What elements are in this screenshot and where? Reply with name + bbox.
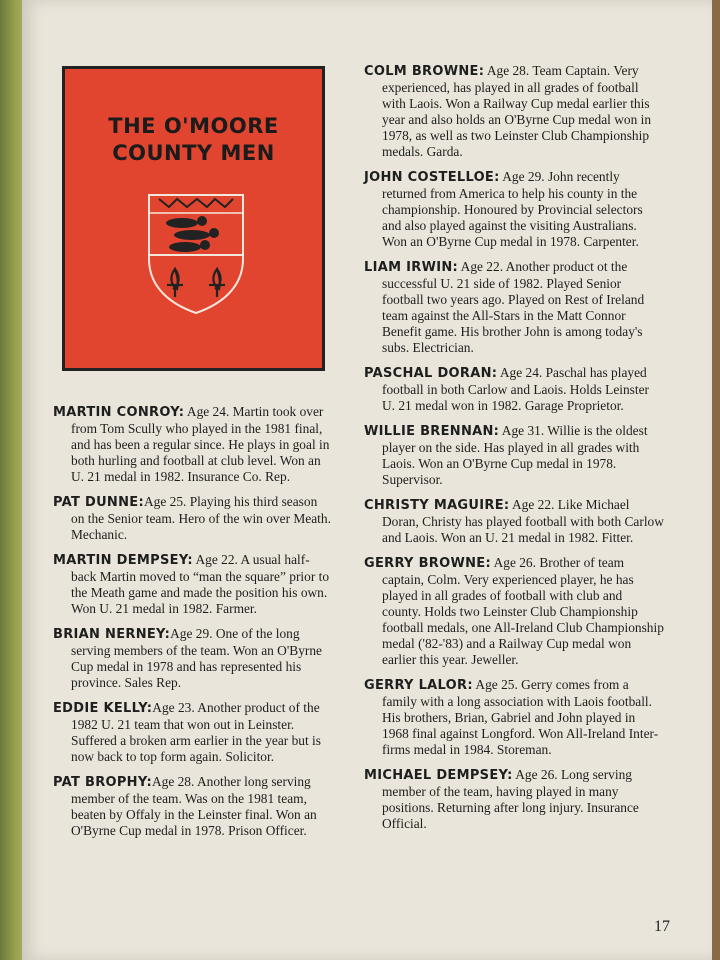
player-name: COLM BROWNE:	[364, 64, 485, 79]
player-description: Age 25. Playing his third season on the Senior team. Hero of the win over Meath. Mechanic.	[71, 494, 331, 542]
player-entry	[53, 552, 333, 617]
player-name: GERRY BROWNE:	[364, 556, 491, 571]
player-name: LIAM IRWIN:	[364, 260, 459, 275]
player-description: Age 26. Long serving member of the team, having played in many positions. Returning after long injury. Insurance Official.	[382, 767, 639, 831]
player-name: PASCHAL DORAN:	[364, 366, 498, 381]
player-description: Age 22. A usual half-back Martin moved to “man the square” prior to the Meath game and made the position his own. Won U. 21 medal in 1982. Farmer.	[71, 552, 330, 616]
left-player-column	[53, 404, 333, 848]
player-entry	[364, 259, 664, 356]
player-description: Age 28. Team Captain. Very experienced, has played in all grades of football with Laois. Won a Railway Cup medal earlier this year and also holds an O'Byrne Cup medal won in 1978, as well as two Leinster Club Championship medals. Garda.	[382, 63, 652, 159]
player-description: Age 22. Like Michael Doran, Christy has played football with both Carlow and Laois. Won an U. 21 medal in 1982. Fitter.	[382, 497, 664, 545]
badge-title-line-1: THE O'MOORE	[108, 114, 279, 138]
player-entry	[364, 63, 664, 160]
player-name: EDDIE KELLY:	[53, 701, 153, 716]
player-entry	[53, 494, 333, 543]
page-number: 17	[654, 918, 670, 935]
player-name: PAT DUNNE:	[53, 495, 144, 510]
county-badge-panel	[62, 66, 325, 371]
player-name: MARTIN DEMPSEY:	[53, 553, 193, 568]
player-description: Age 26. Brother of team captain, Colm. Very experienced player, he has played in all grades of football with club and county. Holds two Leinster Club Championship football medals, one All-Ireland Club Championship medal ('82-'83) and a Railway Cup medal won earlier this year. Jeweller.	[382, 555, 664, 667]
player-name: CHRISTY MAGUIRE:	[364, 498, 510, 513]
player-description: Age 29. One of the long serving members of the team. Won an O'Byrne Cup medal in 1978 and has represented his province. Sales Rep.	[71, 626, 322, 690]
player-entry	[364, 767, 664, 832]
player-entry	[364, 497, 664, 546]
player-name: WILLIE BRENNAN:	[364, 424, 500, 439]
player-entry	[364, 365, 664, 414]
player-name: PAT BROPHY:	[53, 775, 152, 790]
badge-title-line-2: COUNTY MEN	[112, 141, 275, 165]
county-crest-shield-icon	[147, 193, 245, 315]
player-description: Age 28. Another long serving member of the team. Was on the 1981 team, beaten by Offaly in the Leinster final. Won an O'Byrne Cup medal in 1978. Prison Officer.	[71, 774, 317, 838]
player-description: Age 23. Another product of the 1982 U. 21 team that won out in Leinster. Suffered a broken arm earlier in the year but is now back to top form again. Solicitor.	[71, 700, 321, 764]
player-entry	[53, 404, 333, 485]
player-description: Age 22. Another product ot the successful U. 21 side of 1982. Played Senior football two years ago. Played on Rest of Ireland team against the All-Stars in the Matt Connor Benefit game. His brother John is among today's subs. Electrician.	[382, 259, 645, 355]
player-description: Age 24. Paschal has played football in both Carlow and Laois. Holds Leinster U. 21 medal won in 1982. Garage Proprietor.	[382, 365, 650, 413]
player-entry	[53, 700, 333, 765]
player-entry	[53, 774, 333, 839]
right-player-column	[364, 63, 664, 841]
player-description: Age 25. Gerry comes from a family with a long association with Laois football. His brothers, Brian, Gabriel and John played in 1968 final against Longford. Won All-Ireland Inter-firms medal in 1984. Storeman.	[382, 677, 659, 757]
player-name: JOHN COSTELLOE:	[364, 170, 500, 185]
player-name: BRIAN NERNEY:	[53, 627, 171, 642]
player-entry	[53, 626, 333, 691]
player-entry	[364, 677, 664, 758]
player-description: Age 31. Willie is the oldest player on the side. Has played in all grades with Laois. Won an O'Byrne Cup medal in 1978. Supervisor.	[382, 423, 648, 487]
player-description: Age 24. Martin took over from Tom Scully who played in the 1981 final, and has been a regular since. He plays in goal in both hurling and football at club level. Won an U. 21 medal in 1982. Insurance Co. Rep.	[71, 404, 330, 484]
player-entry	[364, 555, 664, 668]
player-entry	[364, 169, 664, 250]
player-name: MARTIN CONROY:	[53, 405, 185, 420]
player-name: MICHAEL DEMPSEY:	[364, 768, 513, 783]
player-description: Age 29. John recently returned from America to help his county in the championship. Honoured by Provincial selectors and also played against the visiting Australians. Won an O'Byrne Cup medal in 1978. Carpenter.	[382, 169, 643, 249]
player-entry	[364, 423, 664, 488]
badge-title	[65, 113, 322, 167]
player-name: GERRY LALOR:	[364, 678, 473, 693]
